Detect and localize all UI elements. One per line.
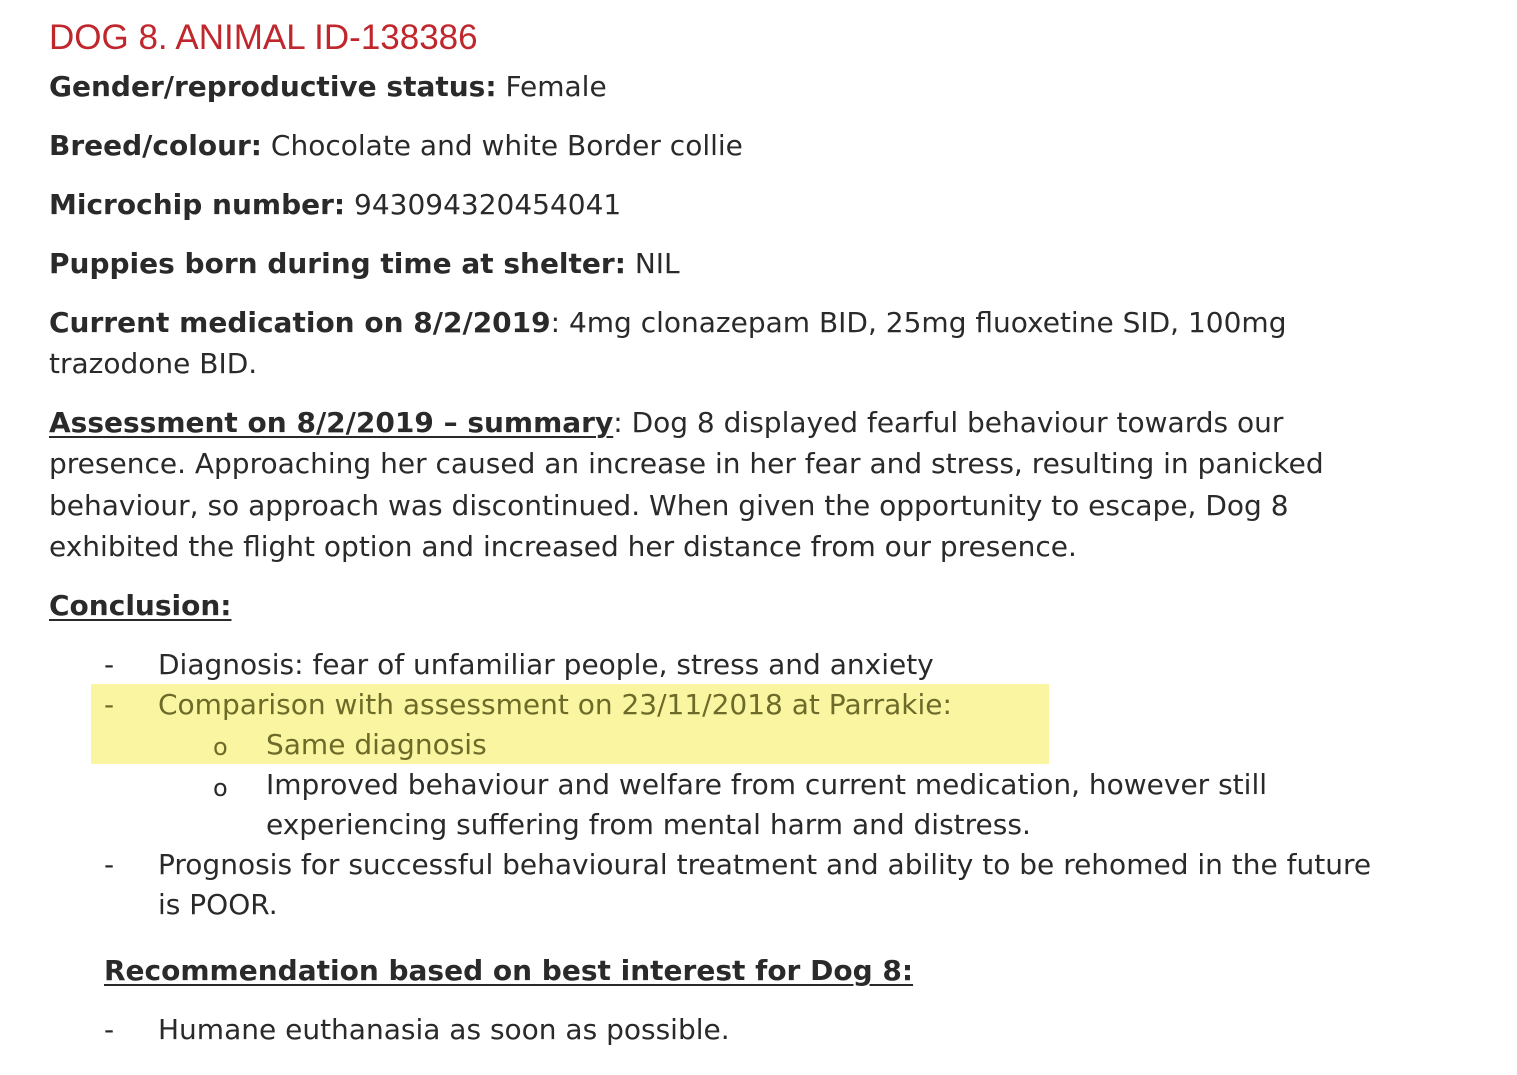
conclusion-heading-text: Conclusion: — [49, 589, 232, 622]
assessment-line-2: presence. Approaching her caused an increase in her fear and stress, resulting in panicked — [49, 447, 1324, 480]
comparison-item: Comparison with assessment on 23/11/2018 at Parrakie: — [158, 688, 952, 721]
medication-value: : 4mg clonazepam BID, 25mg fluoxetine SID, 100mg — [550, 306, 1287, 339]
microchip-line — [49, 184, 621, 225]
medication-line-2: trazodone BID. — [49, 347, 258, 380]
medication-line-1 — [49, 302, 1286, 343]
gender-label: Gender/reproductive status: — [49, 70, 497, 103]
prognosis-item-line-1: Prognosis for successful behavioural treatment and ability to be rehomed in the future — [158, 848, 1372, 881]
diagnosis-item: Diagnosis: fear of unfamiliar people, stress and anxiety — [158, 648, 934, 681]
improved-item-line-1: Improved behaviour and welfare from current medication, however still — [266, 768, 1267, 801]
puppies-line — [49, 243, 680, 284]
assessment-label: Assessment on 8/2/2019 – summary — [49, 406, 614, 439]
breed-value: Chocolate and white Border collie — [262, 129, 743, 162]
medication-label: Current medication on 8/2/2019 — [49, 306, 551, 339]
same-diagnosis-item: Same diagnosis — [266, 728, 487, 761]
recommendation-heading — [104, 950, 913, 991]
assessment-line-4: exhibited the flight option and increased her distance from our presence. — [49, 530, 1077, 563]
prognosis-item-line-2: is POOR. — [158, 888, 278, 921]
dash-bullet: - — [104, 688, 115, 721]
page-title: DOG 8. ANIMAL ID-138386 — [49, 18, 478, 57]
gender-line — [49, 66, 607, 107]
dash-bullet: - — [104, 1013, 115, 1046]
microchip-value: 943094320454041 — [345, 188, 622, 221]
dash-bullet: - — [104, 648, 115, 681]
breed-label: Breed/colour: — [49, 129, 263, 162]
recommendation-item: Humane euthanasia as soon as possible. — [158, 1013, 730, 1046]
gender-value: Female — [496, 70, 607, 103]
assessment-text-1: : Dog 8 displayed fearful behaviour towards our — [613, 406, 1284, 439]
assessment-line-3: behaviour, so approach was discontinued. When given the opportunity to escape, Dog 8 — [49, 489, 1289, 522]
breed-line — [49, 125, 743, 166]
puppies-label: Puppies born during time at shelter: — [49, 247, 626, 280]
dash-bullet: - — [104, 848, 115, 881]
conclusion-heading — [49, 585, 231, 626]
puppies-value: NIL — [625, 247, 680, 280]
circle-bullet: o — [213, 774, 228, 802]
recommendation-heading-text: Recommendation based on best interest for Dog 8: — [104, 954, 914, 987]
circle-bullet: o — [213, 733, 228, 761]
microchip-label: Microchip number: — [49, 188, 346, 221]
improved-item-line-2: experiencing suffering from mental harm and distress. — [266, 808, 1031, 841]
assessment-line-1 — [49, 402, 1283, 443]
